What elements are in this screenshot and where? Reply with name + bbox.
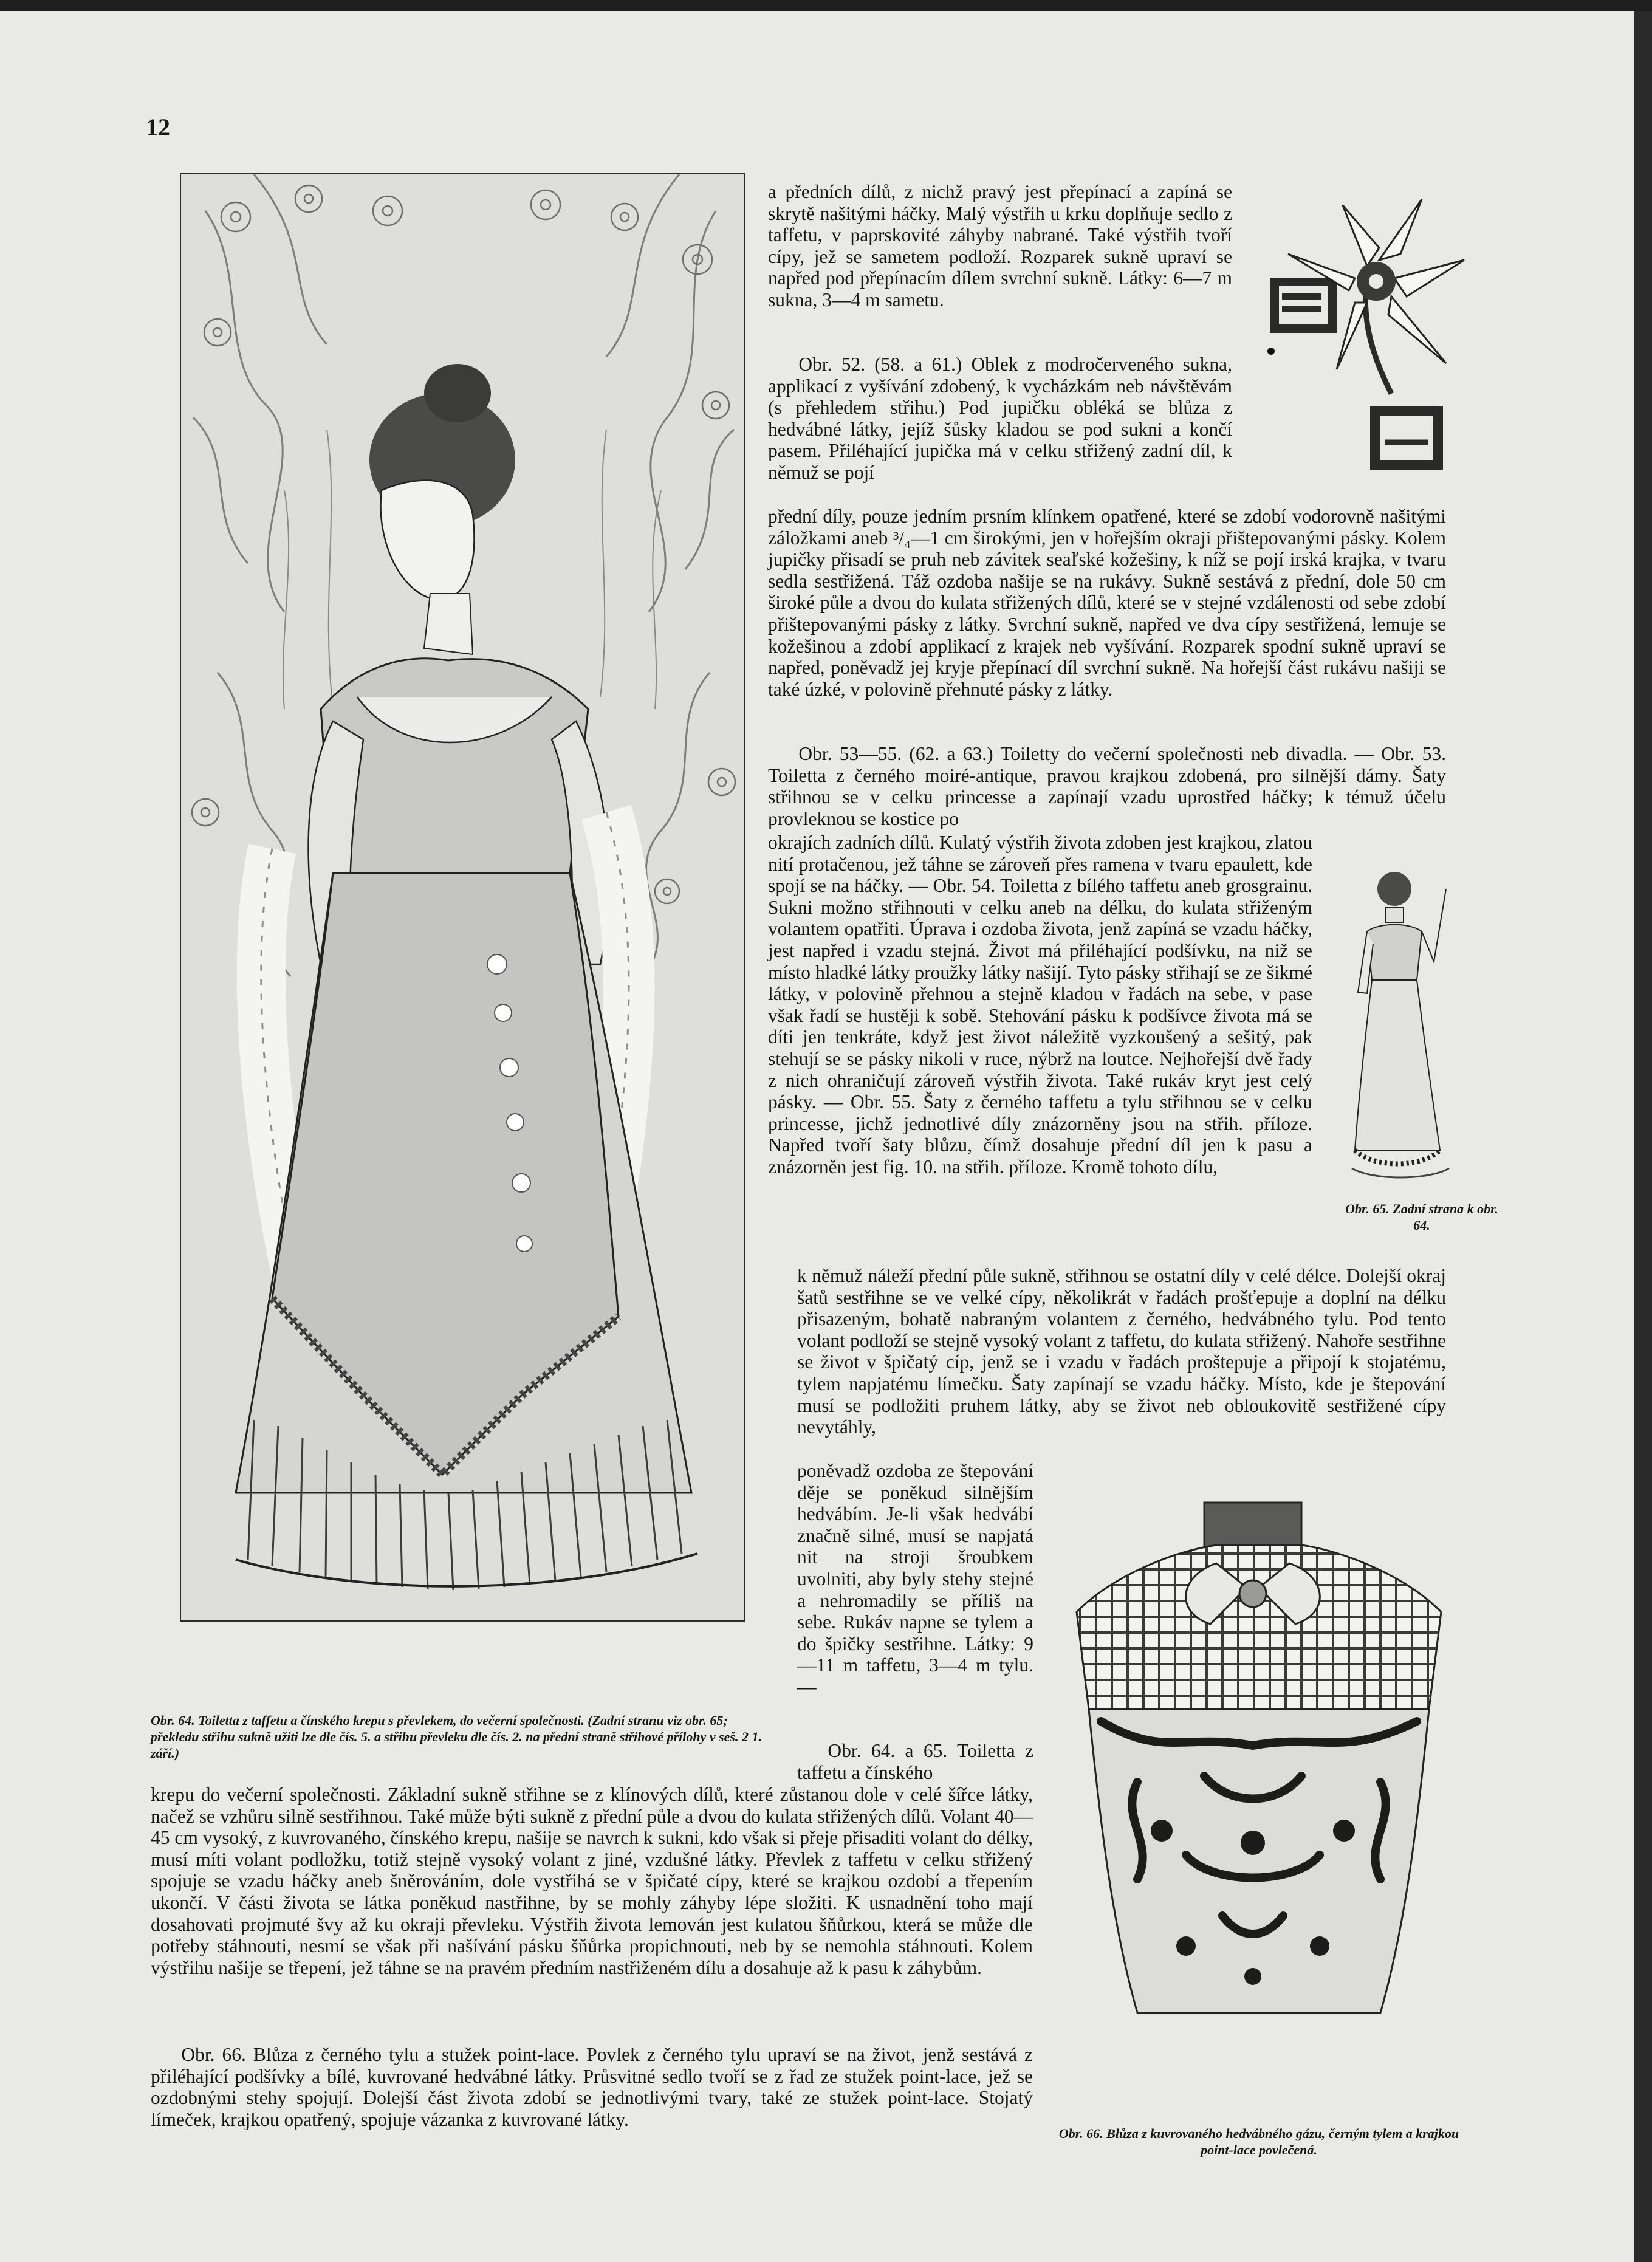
text-block-narrow-column: poněvadž ozdoba ze štepování děje se poněkud silnějším hedvábím. Je-li však hedvábí značně silné, musí se napjatá nit na stroji šroubkem uvolniti, aby byly stehy stejné a nehromadily se příliš na sebe. Rukáv napne se tylem a do špičky sestřihne. Látky: 9—11 m taffetu, 3—4 m tylu. — xyxy=(797,1460,1033,1698)
text-block-fig64-start: Obr. 64. a 65. Toiletta z taffetu a čínského xyxy=(797,1740,1033,1783)
blouse-illustration-66 xyxy=(1064,1490,1453,2025)
text-block-fig52: Obr. 52. (58. a 61.) Oblek z modročerveného sukna, applikací z vyšívání zdobený, k vycházkám neb návštěvám (s přehledem střihu.) Pod jupičku obléká se blůza z hedvábné látky, jejíž šůsky kladou se pod sukni a končí pasem. Přiléhající jupička má v celku střižený zadní díl, k němuž se pojí xyxy=(768,354,1232,483)
magazine-page xyxy=(0,11,1634,2262)
caption-fig-65: Obr. 65. Zadní strana k obr. 64. xyxy=(1345,1201,1498,1233)
fashion-sketch-65 xyxy=(1349,865,1455,1205)
text-block-fig64: krepu do večerní společnosti. Základní sukně střihne se z klínových dílů, které zůstanou dole v celé šířce látky, načež se vzhůru silně sestřihnou. Také může býti sukně z přední půle a dvou do kulata střižených dílů. Volant 40—45 cm vysoký, z kuvrovaného, čínského krepu, našije se navrch k sukni, kdo však si přeje přisaditi volant do délky, musí míti volant podložku, totiž stejně vysoký volant z jiné, vzdušné látky. Převlek z taffetu v celku střižený spojuje se vzadu háčky aneb šněrováním, dole vystřihá se v špičaté cípy, které se krajkou ozdobí a třepením ukončí. V části života se látka poněkud nastřihne, by se mohly záhyby lépe složiti. K usnadnění toho mají dosahovati projmuté švy až ku okraji převleku. Výstřih života lemován jest kulatou šňůrkou, která se může dle potřeby stáhnouti, nesmí se však při našívání pásku šňůrka propichnouti, neb by se nemohla stáhnouti. Kolem výstřihu našije se třepení, jež táhne se na pravém předním nastřiženém dílu a dosahuje až k pasu k záhybům. xyxy=(151,1784,1033,1978)
text-block-fig55: k němuž náleží přední půle sukně, střihnou se ostatní díly v celé délce. Dolejší okraj šatů sestřihne se ve velké cípy, několikrát v řadách prošťepuje a doplní na délku přisazeným, bohatě nabraným volantem z černého, hedvábného tylu. Pod tento volant podloží se stejně vysoký volant z taffetu, do kulata střižený. Nahoře sestřihne se život v špičatý cíp, jenž se i vzadu v řadách proštepuje a připojí k stojatému, tylem napjatému límečku. Šaty zapínají se vzadu háčky. Místo, kde je štepování musí se podložiti pruhem látky, aby se život neb obloukovitě sestřižené cípy nevytáhly, xyxy=(797,1265,1446,1438)
text-block-fig53: Obr. 53—55. (62. a 63.) Toiletty do večerní společnosti neb divadla. — Obr. 53. Toiletta z černého moiré-antique, pravou krajkou zdobená, pro silnější dámy. Šaty střihnou se v celku princesse a zapínají vzadu uprostřed háčky; k témuž účelu provleknou se kostice po xyxy=(768,743,1446,829)
text-block-intro: a předních dílů, z nichž pravý jest přepínací a zapíná se skrytě našitými háčky. Malý výstřih u krku doplňuje sedlo z taffetu, v paprskovité záhyby nabrané. Také výstřih tvoří cípy, jež se sametem podloží. Rozparek sukně upraví se napřed pod přepínacím dílem svrchní sukně. Látky: 6—7 m sukna, 3—4 m sametu. xyxy=(768,181,1232,310)
floral-ornament xyxy=(1264,187,1476,473)
text-block-fig53-narrow: okrajích zadních dílů. Kulatý výstřih života zdoben jest krajkou, zlatou nití protačenou, jež táhne se zároveň přes ramena v tvaru epaulett, kde spojí se na háčky. — Obr. 54. Toiletta z bílého taffetu aneb grosgrainu. Sukni možno střihnouti v celku aneb na délku, do kulata střiženým volantem opatřiti. Úprava i ozdoba života, jenž zapíná se vzadu háčky, jest napřed i vzadu stejná. Život má přiléhající podšívku, na niž se místo hladké látky proužky látky našijí. Tyto pásky střihají se ze šikmé látky, v polovině přehnou a stejně kladou v řadách na sebe, v pase však řadí se hustěji k sobě. Stehování pásku k podšívce života má se díti jen tenkráte, když jest život náležitě vyzkoušený a sešitý, pak stehují se se pásky nikoli v ruce, nýbrž na loutce. Nejhořejší dvě řady z nich ohraničují zároveň výstřih života. Také rukáv kryt jest celý pásky. — Obr. 55. Šaty z černého taffetu a tylu střihnou se v celku princesse, jichž jednotlivé díly znázorněny jsou na střih. příloze. Napřed tvoří šaty blůzu, čímž dosahuje přední díl jen k pasu a znázorněn jest fig. 10. na střih. příloze. Kromě tohoto dílu, xyxy=(768,832,1312,1177)
caption-fig-66: Obr. 66. Blůza z kuvrovaného hedvábného gázu, černým tylem a krajkou point-lace povlečená. xyxy=(1058,2126,1459,2157)
caption-fig-64: Obr. 64. Toiletta z taffetu a čínského krepu s převlekem, do večerní společnosti. (Zadní stranu viz obr. 65; překledu střihu sukně užiti lze dle čís. 5. a střihu převleku dle čís. 2. na přední straně střihové přílohy v seš. 2 1. září.) xyxy=(151,1713,762,1761)
fashion-illustration-64 xyxy=(180,173,745,1622)
page-number: 12 xyxy=(146,114,170,141)
text-block-fig52-wide: přední díly, pouze jedním prsním klínkem opatřené, které se zdobí vodorovně našitými záložkami aneb ³/₄—1 cm širokými, jen v hořejším okraji přištepovanými pásky. Kolem jupičky přisadí se pruh neb závitek seaľské kožešiny, k níž se pojí irská krajka, v tvaru sedla sestřižená. Táž ozdoba našije se na rukávy. Sukně sestává z přední, dole 50 cm široké půle a dvou do kulata střižených dílů, které se v stejné vzdálenosti od sebe zdobí přištepovanými pásky z látky. Svrchní sukně, napřed ve dva cípy sestřižená, lemuje se kožešinou a zdobí applikací z krajek neb vyšívání. Rozparek spodní sukně upraví se napřed, poněvadž jej kryje přepínací díl svrchní sukně. Na hořejší část rukávu našiji se také úzké, v polovině přehnuté pásky z látky. xyxy=(768,506,1446,700)
scan-edge xyxy=(1634,11,1652,2262)
text-block-fig66: Obr. 66. Blůza z černého tylu a stužek point-lace. Povlek z černého tylu upraví se na život, jenž sestává z přiléhající podšívky a bílé, kuvrované hedvábné látky. Průsvitné sedlo tvoří se z řad ze stužek point-lace, jež se ozdobnými stehy spojují. Dolejší část života zdobí se jednotlivými tvary, také ze stužek point-lace. Stojatý límeček, krajkou opatřený, spojuje vázanka z kuvrované látky. xyxy=(151,2044,1033,2130)
